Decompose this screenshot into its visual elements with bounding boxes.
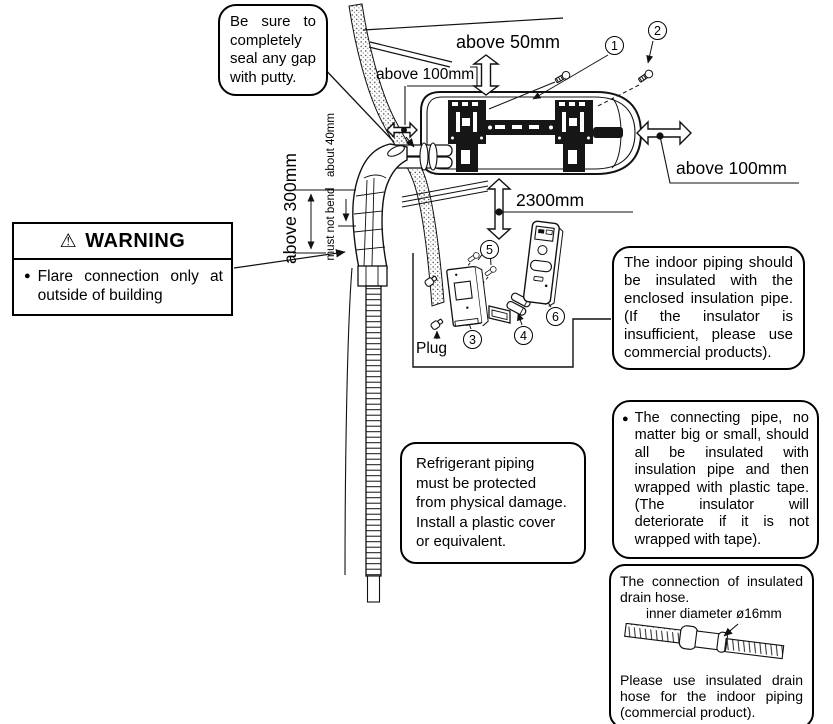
screw-icon-5a xyxy=(467,251,480,263)
part-number-1: 1 xyxy=(605,36,624,55)
drain-title: The connection of insulated drain hose. xyxy=(620,573,803,606)
warning-text: Flare connection only at outside of building xyxy=(37,268,223,304)
bullet-icon: ● xyxy=(622,413,629,425)
drain-hose xyxy=(366,286,381,576)
arrow-above-100-right xyxy=(637,122,691,144)
putty-callout-text: Be sure to completely seal any gap with putty. xyxy=(230,13,316,86)
dim-2300mm: 2300mm xyxy=(516,190,585,210)
part-number-3: 3 xyxy=(463,330,482,349)
warning-title: WARNING xyxy=(85,230,186,252)
warning-box xyxy=(12,222,233,316)
dim-above-300mm: above 300mm xyxy=(280,153,300,264)
indoor-piping-text: The indoor piping should be insulated with the enclosed insulation pipe. (If the insulator is insufficient, please use commercial products). xyxy=(624,254,793,361)
drain-diameter-label: inner diameter ø16mm xyxy=(646,606,782,622)
insulated-pipe-bundle xyxy=(353,144,407,268)
plug-label: Plug xyxy=(416,340,448,357)
connecting-pipe-text: The connecting pipe, no matter big or small, should all be insulated with insulation pipe and then wrapped with plastic tape. (The insulator will deteriorate if it is not wrapped with tape). xyxy=(634,410,809,548)
warning-header xyxy=(14,224,231,260)
screw-icon-5b xyxy=(484,265,497,277)
part-number-5: 5 xyxy=(480,240,499,259)
part-number-4: 4 xyxy=(514,326,533,345)
remote-control-part xyxy=(523,221,564,307)
cable-line xyxy=(345,268,352,575)
dim-must-not-bend: must not bend xyxy=(325,187,337,261)
drain-body-text: Please use insulated drain hose for the indoor piping (commercial product). xyxy=(620,671,803,721)
part-number-6: 6 xyxy=(546,307,565,326)
part-number-2: 2 xyxy=(648,21,667,40)
drain-hose-end xyxy=(368,576,380,602)
dim-above-100mm-top: above 100mm xyxy=(376,66,475,83)
arrow-above-50 xyxy=(474,55,498,95)
remote-holder-part xyxy=(447,266,489,330)
refrigerant-callout-text: Refrigerant piping must be protected from physical damage. Install a plastic cover or equivalent. xyxy=(416,455,567,550)
cover-part xyxy=(489,306,510,323)
dim-about-40mm: about 40mm xyxy=(325,113,337,177)
plug-icon-b xyxy=(430,318,444,331)
dim-above-50mm: above 50mm xyxy=(456,32,561,52)
dim-above-100mm-right: above 100mm xyxy=(676,158,787,178)
bullet-icon: ● xyxy=(24,270,31,282)
hose-coupling xyxy=(358,266,387,286)
refrigerant-callout xyxy=(400,442,586,564)
warning-body xyxy=(14,260,231,314)
screw-icon-2 xyxy=(637,69,654,84)
drain-hose-connection-art xyxy=(620,623,805,669)
connecting-pipe-callout xyxy=(612,400,819,559)
warning-triangle-icon: ⚠ xyxy=(59,231,78,252)
drain-hose-callout xyxy=(609,564,814,724)
indoor-piping-callout xyxy=(612,246,805,370)
putty-callout xyxy=(218,4,328,96)
